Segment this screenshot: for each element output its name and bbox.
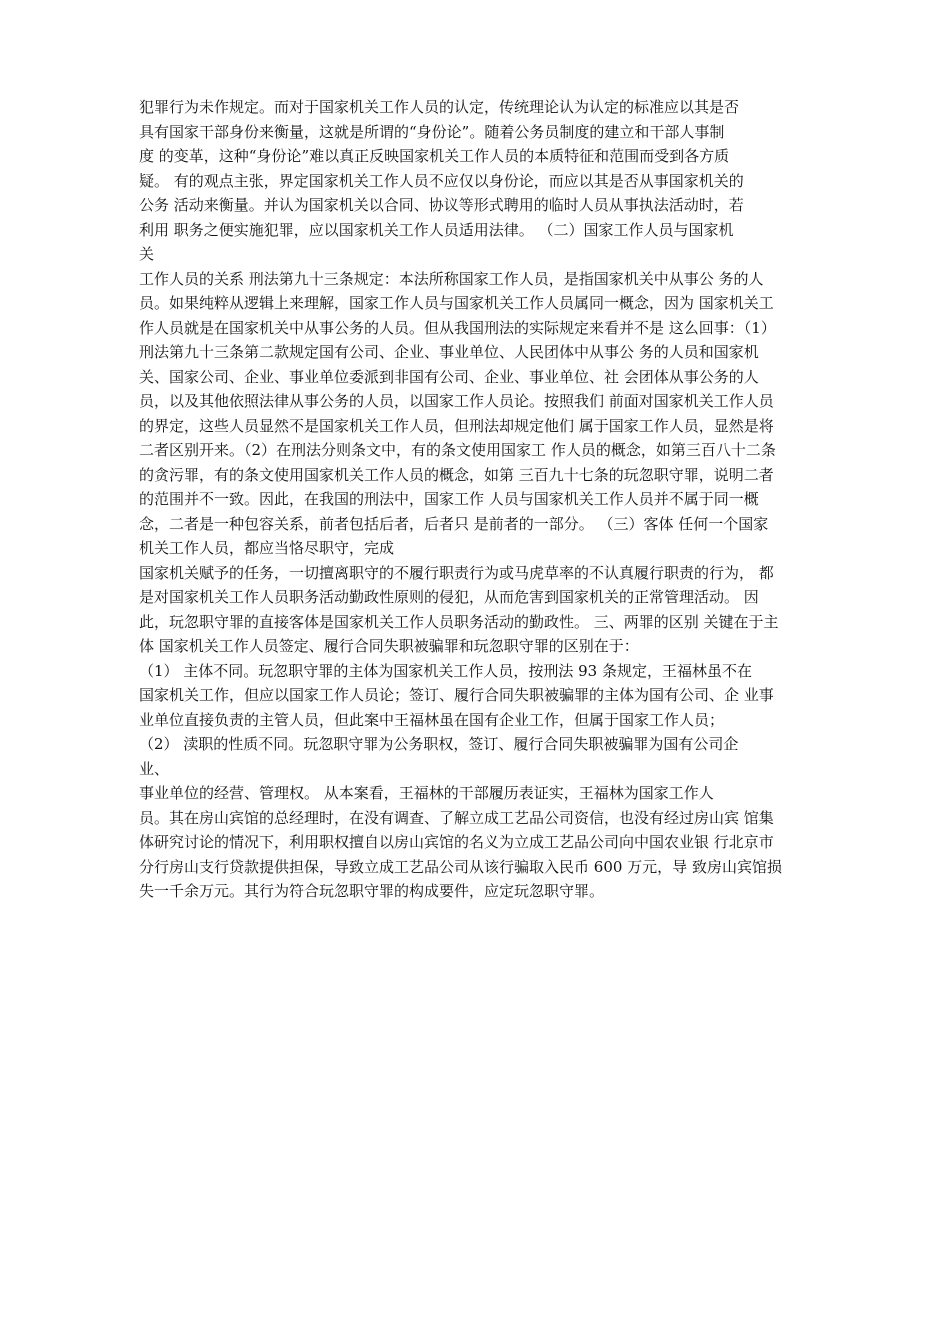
text-line: （2） 渎职的性质不同。玩忽职守罪为公务职权，签订、履行合同失职被骗罪为国有公司企 <box>139 735 739 753</box>
text-line: 刑法第九十三条第二款规定国有公司、企业、事业单位、人民团体中从事公 务的人员和国家机 <box>139 343 759 361</box>
text-line: 关 <box>139 245 155 263</box>
text-line: 公务 活动来衡量。并认为国家机关以合同、协议等形式聘用的临时人员从事执法活动时，若 <box>139 196 744 214</box>
text-line: 失一千余万元。其行为符合玩忽职守罪的构成要件，应定玩忽职守罪。 <box>139 882 605 900</box>
text-line: 利用 职务之便实施犯罪，应以国家机关工作人员适用法律。 （二）国家工作人员与国家机 <box>139 220 734 239</box>
text-line: 体 国家机关工作人员签定、履行合同失职被骗罪和玩忽职守罪的区别在于： <box>139 637 639 655</box>
text-line: 业单位直接负责的主管人员，但此案中王福林虽在国有企业工作，但属于国家工作人员； <box>139 710 725 729</box>
text-line: 犯罪行为未作规定。而对于国家机关工作人员的认定，传统理论认为认定的标准应以其是否 <box>139 98 740 116</box>
text-line: 机关工作人员，都应当恪尽职守，完成 <box>139 539 395 557</box>
text-line: 具有国家干部身份来衡量，这就是所谓的“身份论”。随着公务员制度的建立和干部人事制 <box>139 122 725 141</box>
text-line: 员，以及其他依照法律从事公务的人员，以国家工作人员论。按照我们 前面对国家机关工作人员 <box>139 392 774 410</box>
text-line: 体研究讨论的情况下，利用职权擅自以房山宾馆的名义为立成工艺品公司向中国农业银 行北京市 <box>139 833 774 851</box>
text-line: 分行房山支行贷款提供担保，导致立成工艺品公司从该行骗取入民币 600 万元，导 致房山宾馆损 <box>139 857 782 876</box>
text-line: 国家机关工作，但应以国家工作人员论；签订、履行合同失职被骗罪的主体为国有公司、企 业事 <box>139 686 774 704</box>
text-line: 员。如果纯粹从逻辑上来理解，国家工作人员与国家机关工作人员属同一概念，因为 国家机关工 <box>139 294 774 312</box>
text-line: 工作人员的关系 刑法第九十三条规定：本法所称国家工作人员，是指国家机关中从事公 务的人 <box>139 269 764 288</box>
text-line: 疑。 有的观点主张，界定国家机关工作人员不应仅以身份论，而应以其是否从事国家机关的 <box>139 171 744 190</box>
text-line: 的范围并不一致。因此，在我国的刑法中，国家工作 人员与国家机关工作人员并不属于同一概 <box>139 490 759 508</box>
text-line: 的界定，这些人员显然不是国家机关工作人员，但刑法却规定他们 属于国家工作人员，显然是将 <box>139 416 774 435</box>
text-line: 事业单位的经营、管理权。 从本案看，王福林的干部履历表证实，王福林为国家工作人 <box>139 784 714 802</box>
text-line: 是对国家机关工作人员职务活动勤政性原则的侵犯，从而危害到国家机关的正常管理活动。 因 <box>139 588 759 606</box>
text-line: 念，二者是一种包容关系，前者包括后者，后者只 是前者的一部分。 （三）客体 任何一个国家 <box>139 514 769 533</box>
text-line: 此，玩忽职守罪的直接客体是国家机关工作人员职务活动的勤政性。 三、两罪的区别 关键在于主 <box>139 612 779 631</box>
text-line: 员。其在房山宾馆的总经理时，在没有调查、了解立成工艺品公司资信，也没有经过房山宾 馆集 <box>139 808 774 827</box>
text-line: 度 的变革，这种“身份论”难以真正反映国家机关工作人员的本质特征和范围而受到各方质 <box>139 147 730 165</box>
text-line: 二者区别开来。（2）在刑法分则条文中，有的条文使用国家工 作人员的概念，如第三百八十二条 <box>139 441 776 459</box>
text-line: 的贪污罪，有的条文使用国家机关工作人员的概念，如第 三百九十七条的玩忽职守罪，说明二者 <box>139 465 774 484</box>
body-text <box>139 95 829 904</box>
text-line: 业、 <box>139 759 170 778</box>
text-line: 关、国家公司、企业、事业单位委派到非国有公司、企业、事业单位、社 会团体从事公务的人 <box>139 367 759 386</box>
text-line: 国家机关赋予的任务，一切擅离职守的不履行职责行为或马虎草率的不认真履行职责的行为， 都 <box>139 563 774 582</box>
text-line: （1） 主体不同。玩忽职守罪的主体为国家机关工作人员，按刑法 93 条规定，王福林虽不在 <box>139 661 752 680</box>
text-line: 作人员就是在国家机关中从事公务的人员。但从我国刑法的实际规定来看并不是 这么回事：（1） <box>139 318 776 337</box>
